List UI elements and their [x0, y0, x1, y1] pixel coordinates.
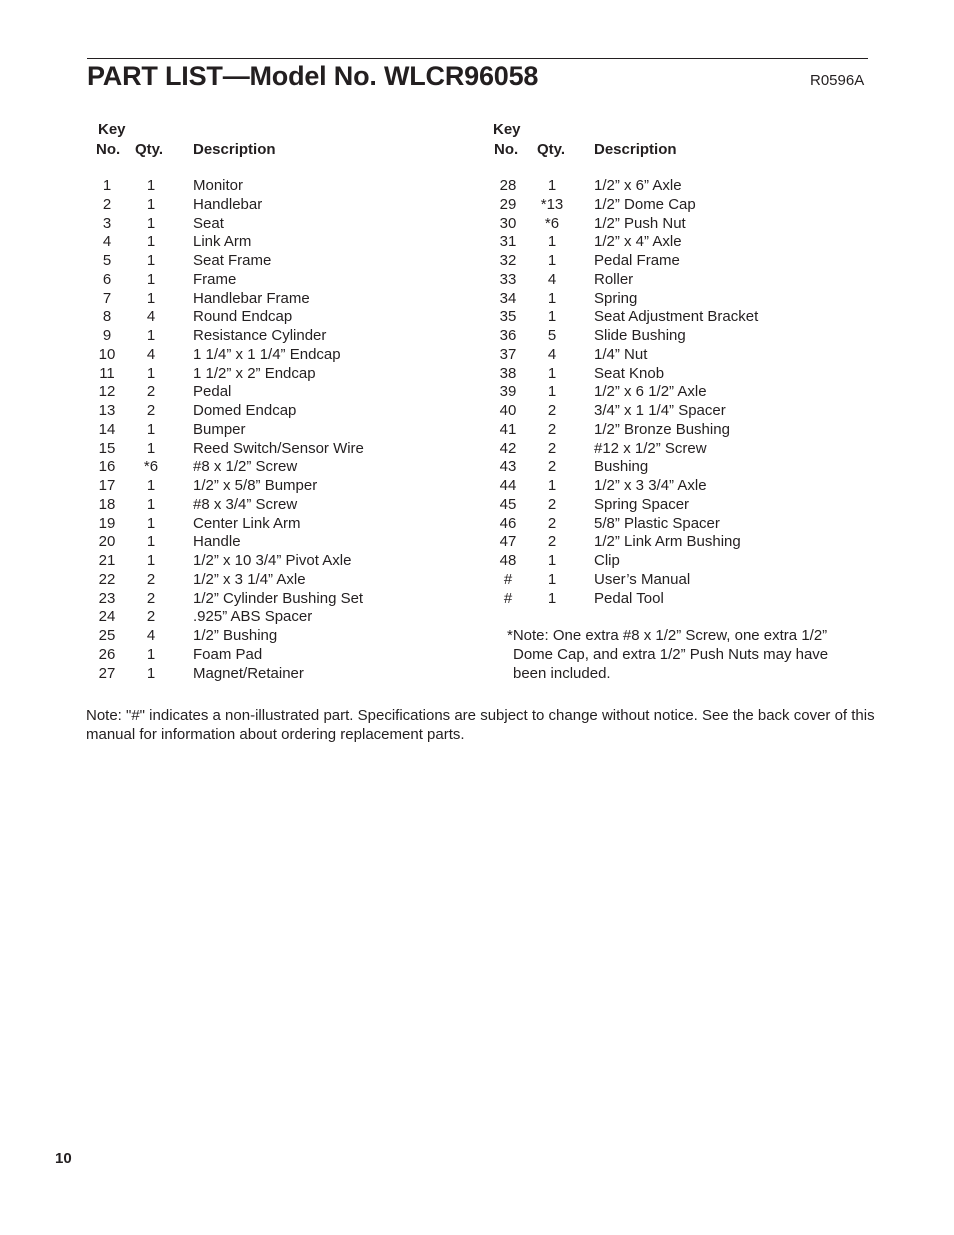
part-key-number: 46 [499, 514, 517, 532]
part-quantity: 2 [547, 533, 557, 551]
part-row [488, 290, 868, 309]
part-row [488, 196, 868, 215]
part-key-number: 18 [98, 495, 116, 513]
part-key-number: 48 [499, 552, 517, 569]
part-row [488, 458, 868, 477]
part-key-number: 45 [499, 495, 517, 513]
part-key-number: 25 [98, 627, 116, 644]
page-title: PART LIST—Model No. WLCR96058 [87, 61, 539, 91]
description-header: Description [193, 141, 276, 158]
part-key-number: 28 [499, 177, 517, 194]
part-key-number: 42 [499, 439, 517, 457]
key-header-line1: Key [493, 121, 521, 138]
part-row [488, 571, 868, 590]
part-row [488, 308, 868, 327]
part-row [488, 533, 868, 552]
part-quantity: 1 [547, 233, 557, 251]
part-key-number: 32 [499, 252, 517, 269]
part-quantity: 1 [547, 177, 557, 194]
part-quantity: 4 [547, 345, 557, 363]
part-key-number: 38 [499, 364, 517, 382]
part-key-number: 44 [499, 477, 517, 494]
part-quantity: 1 [146, 495, 156, 513]
part-description: Resistance Cylinder [193, 327, 327, 344]
part-key-number: 24 [98, 608, 116, 626]
part-row [87, 346, 467, 365]
part-description: Spring [594, 289, 638, 307]
part-key-number: 15 [98, 439, 116, 457]
column-header [87, 121, 467, 161]
part-description: 3/4” x 1 1/4” Spacer [594, 402, 726, 419]
part-key-number: 23 [98, 589, 116, 607]
part-key-number: 17 [98, 477, 116, 494]
part-description: Link Arm [193, 233, 252, 251]
parts-column-right [488, 121, 868, 608]
part-key-number: 37 [499, 345, 517, 363]
part-description: 5/8” Plastic Spacer [594, 514, 720, 532]
part-quantity: *6 [143, 458, 159, 476]
part-row [87, 271, 467, 290]
parts-list-right [488, 177, 868, 608]
part-quantity: 1 [146, 177, 156, 194]
part-quantity: 1 [146, 664, 156, 682]
part-row [488, 177, 868, 196]
part-quantity: 1 [146, 270, 156, 288]
part-description: User’s Manual [594, 570, 691, 588]
part-row [87, 402, 467, 421]
part-key-number: 13 [98, 402, 116, 419]
part-quantity: 2 [547, 458, 557, 476]
part-description: Round Endcap [193, 308, 293, 326]
part-description: 1/2” Bushing [193, 627, 278, 644]
part-description: 1/4” Nut [594, 345, 648, 363]
part-quantity: 2 [547, 420, 557, 438]
part-row [488, 271, 868, 290]
part-row [87, 177, 467, 196]
part-key-number: 5 [102, 252, 112, 269]
column-header [488, 121, 868, 161]
part-row [488, 496, 868, 515]
part-description: 1/2” Dome Cap [594, 195, 696, 213]
part-description: 1/2” x 6” Axle [594, 177, 682, 194]
part-description: 1/2” x 6 1/2” Axle [594, 383, 707, 401]
part-quantity: 1 [547, 383, 557, 401]
part-key-number: 2 [102, 195, 112, 213]
part-quantity: 1 [146, 195, 156, 213]
part-quantity: 2 [547, 495, 557, 513]
part-row [488, 383, 868, 402]
part-row [488, 346, 868, 365]
part-quantity: 1 [146, 327, 156, 344]
part-description: 1/2” Push Nut [594, 214, 686, 232]
part-row [488, 477, 868, 496]
part-row [87, 496, 467, 515]
part-quantity: 1 [146, 252, 156, 269]
part-quantity: 1 [547, 552, 557, 569]
part-quantity: 2 [146, 608, 156, 626]
part-key-number: # [503, 589, 513, 607]
extra-parts-footnote [507, 627, 852, 683]
part-quantity: 1 [547, 364, 557, 382]
part-key-number: 26 [98, 645, 116, 663]
key-header-line2: No. [96, 141, 121, 158]
part-quantity: 1 [146, 214, 156, 232]
footnote-line: Dome Cap, and extra 1/2” Push Nuts may have [513, 645, 829, 663]
part-description: 1/2” x 3 3/4” Axle [594, 477, 707, 494]
part-key-number: 20 [98, 533, 116, 551]
part-quantity: 2 [547, 439, 557, 457]
part-key-number: 1 [102, 177, 112, 194]
part-description: Center Link Arm [193, 514, 301, 532]
part-key-number: 7 [102, 289, 112, 307]
part-row [87, 233, 467, 252]
part-description: Seat [193, 214, 224, 232]
part-description: Handlebar [193, 195, 263, 213]
qty-header: Qty. [135, 141, 164, 158]
part-quantity: 2 [146, 570, 156, 588]
part-row [87, 608, 467, 627]
part-quantity: 2 [547, 514, 557, 532]
part-quantity: 1 [146, 477, 156, 494]
part-description: Magnet/Retainer [193, 664, 304, 682]
part-quantity: 4 [547, 270, 557, 288]
part-quantity: 1 [146, 533, 156, 551]
page-number: 10 [55, 1150, 72, 1167]
part-key-number: 22 [98, 570, 116, 588]
part-description: 1/2” x 3 1/4” Axle [193, 570, 306, 588]
part-row [87, 383, 467, 402]
part-row [87, 290, 467, 309]
part-row [488, 590, 868, 609]
part-key-number: 47 [499, 533, 517, 551]
part-quantity: 1 [547, 589, 557, 607]
part-quantity: 5 [547, 327, 557, 344]
part-description: Roller [594, 270, 634, 288]
part-description: 1 1/4” x 1 1/4” Endcap [193, 345, 341, 363]
parts-list-left [87, 177, 467, 683]
part-row [87, 327, 467, 346]
part-row [87, 515, 467, 534]
part-quantity: 2 [146, 589, 156, 607]
part-row [87, 252, 467, 271]
part-description: Reed Switch/Sensor Wire [193, 439, 364, 457]
part-description: Handle [193, 533, 241, 551]
part-quantity: 1 [146, 645, 156, 663]
part-row [488, 421, 868, 440]
part-row [488, 252, 868, 271]
part-row [87, 477, 467, 496]
part-row [488, 215, 868, 234]
part-row [488, 233, 868, 252]
top-rule [87, 58, 868, 59]
part-key-number: 41 [499, 420, 517, 438]
part-description: Domed Endcap [193, 402, 297, 419]
part-description: 1/2” x 4” Axle [594, 233, 682, 251]
part-quantity: 1 [547, 570, 557, 588]
part-quantity: 4 [146, 345, 156, 363]
part-description: Pedal Frame [594, 252, 680, 269]
part-key-number: 11 [99, 364, 115, 382]
part-row [488, 440, 868, 459]
qty-header: Qty. [537, 141, 566, 158]
reference-code: R0596A [810, 72, 865, 89]
part-row [87, 665, 467, 684]
part-quantity: 1 [146, 420, 156, 438]
part-description: 1 1/2” x 2” Endcap [193, 364, 316, 382]
part-key-number: 34 [499, 289, 517, 307]
part-row [488, 402, 868, 421]
part-description: #8 x 1/2” Screw [193, 458, 298, 476]
part-quantity: 1 [146, 289, 156, 307]
part-key-number: 33 [499, 270, 517, 288]
part-description: Bushing [594, 458, 649, 476]
part-description: Monitor [193, 177, 244, 194]
part-description: Slide Bushing [594, 327, 686, 344]
part-row [87, 571, 467, 590]
part-key-number: 40 [499, 402, 517, 419]
part-key-number: 30 [499, 214, 517, 232]
part-description: Seat Frame [193, 252, 272, 269]
part-key-number: 27 [98, 664, 116, 682]
part-row [87, 365, 467, 384]
part-row [488, 552, 868, 571]
part-row [87, 590, 467, 609]
part-description: Frame [193, 270, 237, 288]
part-key-number: 9 [102, 327, 112, 344]
part-quantity: 1 [146, 514, 156, 532]
part-row [87, 627, 467, 646]
part-description: Foam Pad [193, 645, 263, 663]
part-description: 1/2” Link Arm Bushing [594, 533, 741, 551]
footnote-line: *Note: One extra #8 x 1/2” Screw, one extra 1/2” [507, 627, 828, 644]
part-description: Seat Knob [594, 364, 665, 382]
part-quantity: 4 [146, 308, 156, 326]
part-quantity: 1 [146, 233, 156, 251]
key-header-line2: No. [494, 141, 519, 158]
part-row [87, 440, 467, 459]
part-description: Clip [594, 552, 620, 569]
part-row [87, 421, 467, 440]
part-quantity: 2 [146, 402, 156, 419]
key-header-line1: Key [98, 121, 126, 138]
part-description: Handlebar Frame [193, 289, 310, 307]
part-row [87, 646, 467, 665]
part-row [488, 327, 868, 346]
part-quantity: 1 [547, 477, 557, 494]
part-quantity: 2 [146, 383, 156, 401]
part-key-number: 3 [102, 214, 112, 232]
part-key-number: 14 [98, 420, 116, 438]
part-key-number: 35 [499, 308, 517, 326]
part-key-number: 19 [98, 514, 116, 532]
part-key-number: 31 [499, 233, 517, 251]
part-description: Spring Spacer [594, 495, 690, 513]
part-key-number: 39 [499, 383, 517, 401]
part-quantity: 2 [547, 402, 557, 419]
part-description: #12 x 1/2” Screw [594, 439, 707, 457]
part-description: Bumper [193, 420, 246, 438]
part-quantity: 4 [146, 627, 156, 644]
part-description: 1/2” Cylinder Bushing Set [193, 589, 364, 607]
part-quantity: *6 [544, 214, 560, 232]
part-description: .925” ABS Spacer [193, 608, 313, 626]
part-key-number: 21 [98, 552, 116, 569]
part-key-number: 6 [102, 270, 112, 288]
part-row [488, 515, 868, 534]
part-quantity: 1 [146, 364, 156, 382]
part-key-number: 16 [98, 458, 116, 476]
footnote-line: been included. [513, 664, 611, 682]
part-description: 1/2” x 10 3/4” Pivot Axle [193, 552, 352, 569]
part-row [87, 196, 467, 215]
part-quantity: 1 [547, 289, 557, 307]
part-key-number: 8 [102, 308, 112, 326]
part-description: #8 x 3/4” Screw [193, 495, 298, 513]
parts-column-left [87, 121, 467, 683]
description-header: Description [594, 141, 677, 158]
part-key-number: 36 [499, 327, 517, 344]
part-key-number: 4 [102, 233, 112, 251]
part-key-number: 43 [499, 458, 517, 476]
part-description: Pedal [193, 383, 232, 401]
part-row [87, 458, 467, 477]
part-row [87, 552, 467, 571]
part-row [87, 215, 467, 234]
general-note: Note: "#" indicates a non-illustrated part. Specifications are subject to change without notice. See the back cover of this manual for information about ordering replacement parts. [86, 707, 875, 743]
part-description: 1/2” x 5/8” Bumper [193, 477, 318, 494]
part-description: Pedal Tool [594, 589, 664, 607]
part-quantity: *13 [540, 195, 564, 213]
part-description: Seat Adjustment Bracket [594, 308, 759, 326]
part-description: 1/2” Bronze Bushing [594, 420, 730, 438]
part-quantity: 1 [146, 552, 156, 569]
part-key-number: # [503, 570, 513, 588]
part-row [488, 365, 868, 384]
part-key-number: 29 [499, 195, 517, 213]
part-row [87, 308, 467, 327]
part-key-number: 10 [98, 345, 116, 363]
part-key-number: 12 [98, 383, 116, 401]
part-quantity: 1 [146, 439, 156, 457]
part-row [87, 533, 467, 552]
part-quantity: 1 [547, 252, 557, 269]
part-quantity: 1 [547, 308, 557, 326]
